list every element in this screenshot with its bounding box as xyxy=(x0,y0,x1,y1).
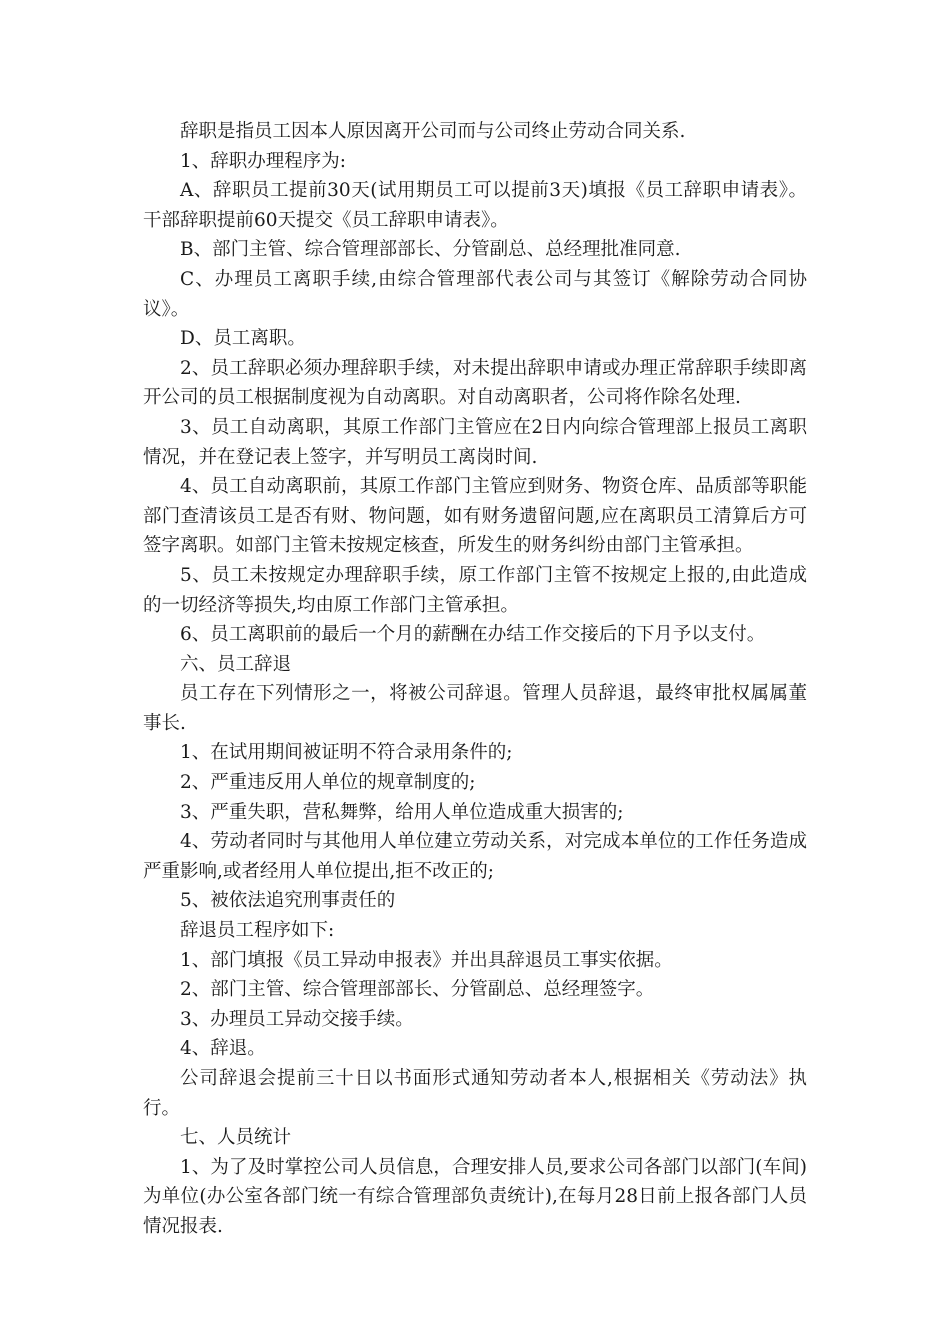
section-heading-dismissal: 六、员工辞退 xyxy=(180,653,292,675)
paragraph-dismissal-intro: 员工存在下列情形之一，将被公司辞退。管理人员辞退，最终审批权属属董事长. xyxy=(143,683,807,734)
paragraph-dismissal-notice: 公司辞退会提前三十日以书面形式通知劳动者本人,根据相关《劳动法》执行。 xyxy=(143,1068,807,1119)
paragraph-statistics-item-1: 1、为了及时掌控公司人员信息，合理安排人员,要求公司各部门以部门(车间)为单位(办公室各部门统一有综合管理部负责统计),在每月28日前上报各部门人员情况报表. xyxy=(143,1156,807,1237)
paragraph-procedure-c: C、办理员工离职手续,由综合管理部代表公司与其签订《解除劳动合同协议》。 xyxy=(143,268,807,320)
paragraph-item-2: 2、员工辞职必须办理辞职手续，对未提出辞职申请或办理正常辞职手续即离开公司的员工根据制度视为自动离职。对自动离职者，公司将作除名处理. xyxy=(143,357,807,409)
paragraph-item-3: 3、员工自动离职，其原工作部门主管应在2日内向综合管理部上报员工离职情况，并在登记表上签字，并写明员工离岗时间. xyxy=(143,416,807,468)
paragraph-resignation-procedure-heading: 1、辞职办理程序为: xyxy=(180,150,347,172)
paragraph-dismissal-step-1: 1、部门填报《员工异动申报表》并出具辞退员工事实依据。 xyxy=(180,949,673,971)
section-heading-staff-statistics: 七、人员统计 xyxy=(180,1127,292,1149)
paragraph-dismissal-case-4: 4、劳动者同时与其他用人单位建立劳动关系，对完成本单位的工作任务造成严重影响,或者经用人单位提出,拒不改正的; xyxy=(143,831,807,882)
paragraph-dismissal-step-2: 2、部门主管、综合管理部部长、分管副总、总经理签字。 xyxy=(180,979,655,1001)
paragraph-dismissal-case-3: 3、严重失职，营私舞弊，给用人单位造成重大损害的; xyxy=(180,801,624,823)
paragraph-item-4: 4、员工自动离职前，其原工作部门主管应到财务、物资仓库、品质部等职能部门查清该员工是否有财、物问题，如有财务遗留问题,应在离职员工清算后方可签字离职。如部门主管未按规定核查，所发生的财务纠纷由部门主管承担。 xyxy=(143,476,807,557)
paragraph-item-6: 6、员工离职前的最后一个月的薪酬在办结工作交接后的下月予以支付。 xyxy=(180,624,766,646)
paragraph-procedure-a: A、辞职员工提前30天(试用期员工可以提前3天)填报《员工辞职申请表》。干部辞职提前60天提交《员工辞职申请表》。 xyxy=(143,180,807,231)
paragraph-dismissal-case-2: 2、严重违反用人单位的规章制度的; xyxy=(180,772,476,794)
document-body xyxy=(143,117,807,1242)
paragraph-procedure-d: D、员工离职。 xyxy=(180,328,306,350)
paragraph-resignation-definition: 辞职是指员工因本人原因离开公司而与公司终止劳动合同关系. xyxy=(180,121,686,142)
paragraph-dismissal-case-1: 1、在试用期间被证明不符合录用条件的; xyxy=(180,742,513,764)
paragraph-procedure-b: B、部门主管、综合管理部部长、分管副总、总经理批准同意. xyxy=(180,239,681,261)
paragraph-dismissal-step-3: 3、办理员工异动交接手续。 xyxy=(180,1008,414,1030)
paragraph-dismissal-step-4: 4、辞退。 xyxy=(180,1038,266,1060)
paragraph-item-5: 5、员工未按规定办理辞职手续，原工作部门主管不按规定上报的,由此造成的一切经济等损失,均由原工作部门主管承担。 xyxy=(143,564,807,616)
paragraph-dismissal-case-5: 5、被依法追究刑事责任的 xyxy=(180,890,396,912)
paragraph-dismissal-procedure-heading: 辞退员工程序如下: xyxy=(180,920,335,942)
